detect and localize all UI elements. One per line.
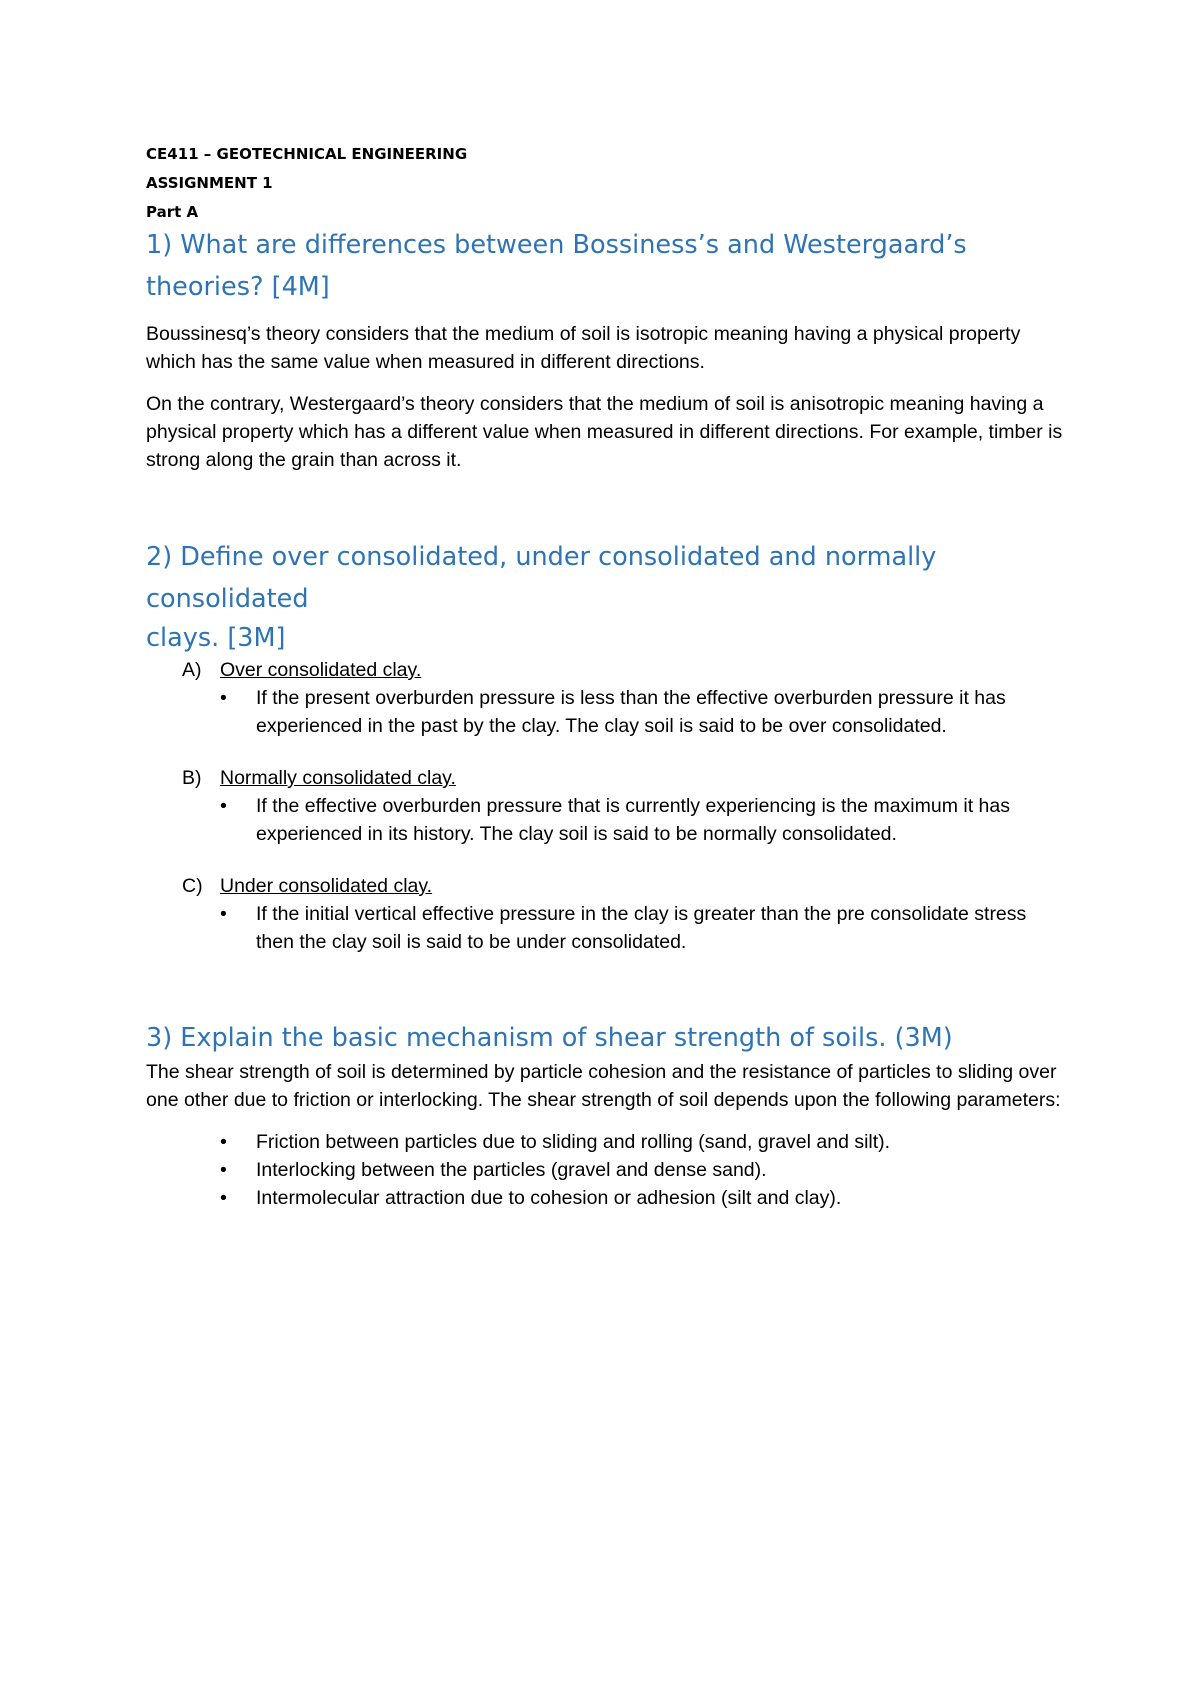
clay-type-list [146,656,1066,956]
question-1-heading-line-1: 1) What are differences between Bossiness’s and Westergaard’s [146,230,967,260]
list-item-letter: B) [182,767,202,789]
list-item-label: Under consolidated clay. [220,875,433,897]
course-title: CE411 – GEOTECHNICAL ENGINEERING [146,145,468,163]
bullet-icon: • [220,795,227,817]
question-1-heading [146,224,1066,308]
list-item [146,656,1066,740]
part-title: Part A [146,203,199,221]
list-item-text: If the initial vertical effective pressure in the clay is greater than the pre consolidate stress then the clay soil is said to be under consolidated. [256,903,1027,953]
list-item-letter: A) [182,659,202,681]
list-item-text: Interlocking between the particles (gravel and dense sand). [256,1159,767,1181]
question-1-heading-line-2: theories? [4M] [146,272,330,302]
document-page [146,140,1066,1212]
question-2-heading [146,536,1066,656]
assignment-title: ASSIGNMENT 1 [146,174,273,192]
list-item-text: Friction between particles due to sliding and rolling (sand, gravel and silt). [256,1131,891,1153]
question-2-heading-line-3: clays. [3M] [146,623,286,653]
question-2-heading-line-2: consolidated [146,584,309,614]
question-1-paragraph-1: Boussinesq’s theory considers that the medium of soil is isotropic meaning having a physical property which has the same value when measured in different directions. [146,323,1021,373]
list-item-text: Intermolecular attraction due to cohesion or adhesion (silt and clay). [256,1187,842,1209]
bullet-icon: • [220,903,227,925]
bullet-icon: • [220,687,227,709]
bullet-icon: • [220,1159,227,1181]
list-item [146,1128,1066,1156]
list-item-label: Normally consolidated clay. [220,767,456,789]
question-2-heading-line-1: 2) Define over consolidated, under consolidated and normally [146,542,937,572]
question-1-paragraph-2: On the contrary, Westergaard’s theory considers that the medium of soil is anisotropic meaning having a physical property which has a different value when measured in different directions. For example, timber is strong along the grain than across it. [146,393,1063,471]
question-3-heading: 3) Explain the basic mechanism of shear strength of soils. (3M) [146,1023,953,1053]
list-item-letter: C) [182,875,203,897]
shear-strength-parameter-list [146,1128,1066,1212]
list-item-text: If the present overburden pressure is less than the effective overburden pressure it has experienced in the past by the clay. The clay soil is said to be over consolidated. [256,687,1006,737]
list-item [146,872,1066,956]
list-item [146,764,1066,848]
bullet-icon: • [220,1131,227,1153]
bullet-icon: • [220,1187,227,1209]
question-3-paragraph: The shear strength of soil is determined by particle cohesion and the resistance of particles to sliding over one other due to friction or interlocking. The shear strength of soil depends upon the following parameters: [146,1061,1061,1111]
list-item-text: If the effective overburden pressure that is currently experiencing is the maximum it has experienced in its history. The clay soil is said to be normally consolidated. [256,795,1010,845]
list-item [146,1156,1066,1184]
list-item [146,1184,1066,1212]
list-item-label: Over consolidated clay. [220,659,422,681]
